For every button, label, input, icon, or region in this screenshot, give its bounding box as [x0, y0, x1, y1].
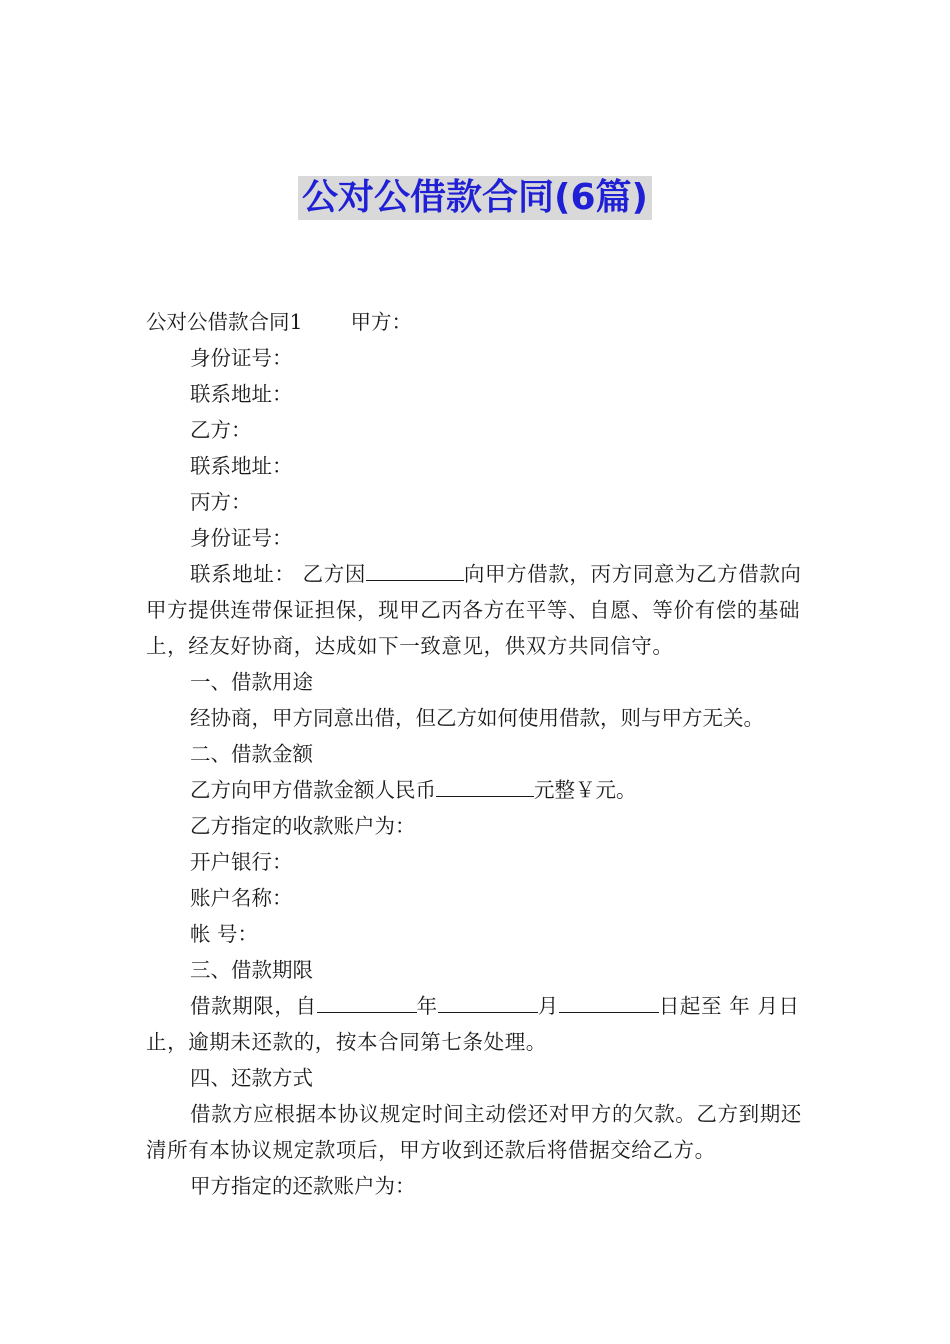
- party-b-line: 乙方：: [190, 418, 252, 442]
- section-heading: 公对公借款合同1: [146, 310, 303, 334]
- blank-field: [436, 774, 534, 797]
- clause-4-title: 四、还款方式: [190, 1066, 313, 1090]
- clause-3-title: 三、借款期限: [190, 958, 313, 982]
- blank-field: [438, 990, 538, 1013]
- amount-tail: 元整￥元。: [534, 778, 637, 802]
- blank-field: [317, 990, 417, 1013]
- document-body: [146, 304, 806, 1204]
- blank-field: [366, 558, 464, 581]
- id-number-line-1: 身份证号：: [190, 346, 293, 370]
- amount-lead: 乙方向甲方借款金额人民币: [190, 778, 436, 802]
- clause-1-text: 经协商，甲方同意出借，但乙方如何使用借款，则与甲方无关。: [190, 706, 764, 730]
- term-year: 年: [416, 994, 438, 1018]
- preamble-tail: 向甲方借款，丙方同意为乙方借款向甲方提供连带保证担保，现甲乙丙各方在平等、自愿、等价有偿的基础上，经友好协商，达成如下一致意见，供双方共同信守。: [146, 562, 802, 658]
- clause-1-title: 一、借款用途: [190, 670, 313, 694]
- term-lead: 借款期限，自: [190, 994, 317, 1018]
- bank-line: 开户银行：: [190, 850, 293, 874]
- address-line-2: 联系地址：: [190, 454, 293, 478]
- account-name-line: 账户名称：: [190, 886, 293, 910]
- clause-2-title: 二、借款金额: [190, 742, 313, 766]
- party-c-line: 丙方：: [190, 490, 252, 514]
- term-tail: 日起至 年 月日止，逾期未还款的，按本合同第七条处理。: [146, 994, 800, 1054]
- title-container: [0, 176, 950, 220]
- term-month: 月: [537, 994, 559, 1018]
- clause-4-text: 借款方应根据本协议规定时间主动偿还对甲方的欠款。乙方到期还清所有本协议规定款项后，甲方收到还款后将借据交给乙方。: [146, 1102, 802, 1162]
- address-line-1: 联系地址：: [190, 382, 293, 406]
- blank-field: [559, 990, 659, 1013]
- clause-3-text: [146, 988, 806, 1060]
- repay-account-line: 甲方指定的还款账户为：: [190, 1174, 416, 1198]
- account-number-line: 帐 号：: [190, 922, 259, 946]
- document-title: 公对公借款合同(6篇): [298, 176, 652, 220]
- id-number-line-2: 身份证号：: [190, 526, 293, 550]
- preamble-lead: 联系地址： 乙方因: [190, 562, 366, 586]
- account-intro: 乙方指定的收款账户为：: [190, 814, 416, 838]
- preamble-paragraph: [146, 556, 806, 664]
- clause-2-amount: [146, 772, 806, 808]
- section-heading-line: [146, 304, 806, 340]
- party-a-label: 甲方：: [350, 310, 413, 334]
